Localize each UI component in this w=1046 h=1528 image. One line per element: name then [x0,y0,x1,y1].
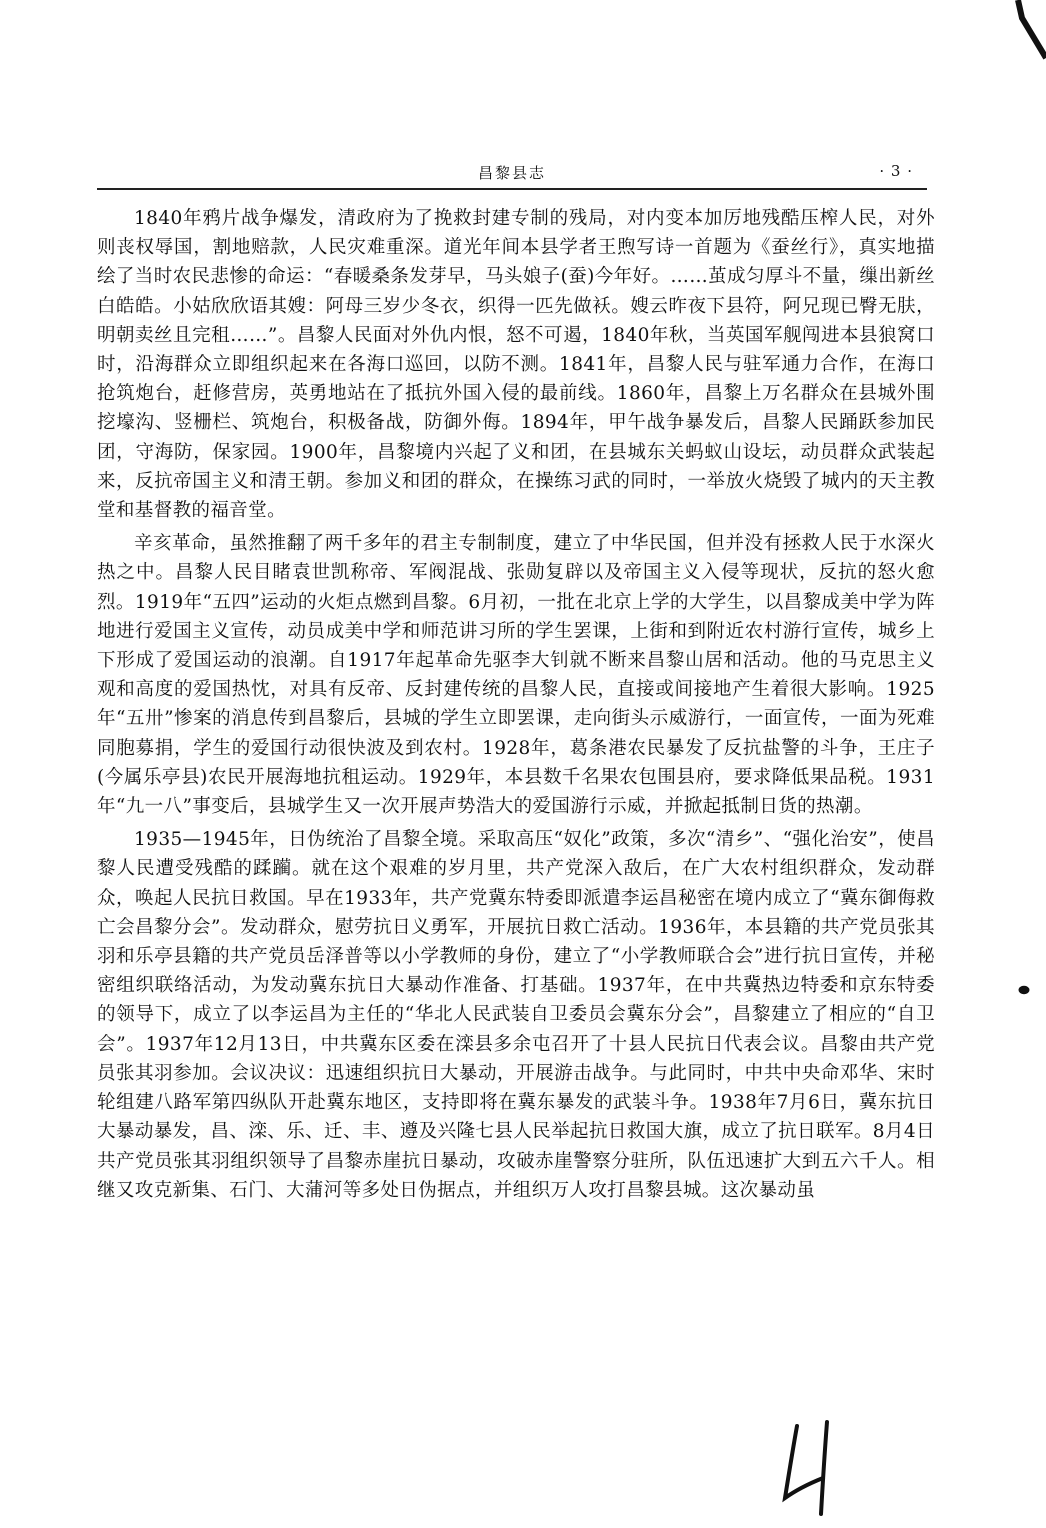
paragraph-3: 1935—1945年，日伪统治了昌黎全境。采取高压“奴化”政策，多次“清乡”、“强化治安”，使昌黎人民遭受残酷的蹂躏。就在这个艰难的岁月里，共产党深入敌后，在广大农村组织群众，发动群众，唤起人民抗日救国。早在1933年，共产党冀东特委即派遣李运昌秘密在境内成立了“冀东御侮救亡会昌黎分会”。发动群众，慰劳抗日义勇军，开展抗日救亡活动。1936年，本县籍的共产党员张其羽和乐亭县籍的共产党员岳泽普等以小学教师的身份，建立了“小学教师联合会”进行抗日宣传，并秘密组织联络活动，为发动冀东抗日大暴动作准备、打基础。1937年，在中共冀热边特委和京东特委的领导下，成立了以李运昌为主任的“华北人民武装自卫委员会冀东分会”，昌黎建立了相应的“自卫会”。1937年12月13日，中共冀东区委在滦县多余屯召开了十县人民抗日代表会议。昌黎由共产党员张其羽参加。会议决议：迅速组织抗日大暴动，开展游击战争。与此同时，中共中央命邓华、宋时轮组建八路军第四纵队开赴冀东地区，支持即将在冀东暴发的武装斗争。1938年7月6日，冀东抗日大暴动暴发，昌、滦、乐、迁、丰、遵及兴隆七县人民举起抗日救国大旗，成立了抗日联军。8月4日共产党员张其羽组织领导了昌黎赤崖抗日暴动，攻破赤崖警察分驻所，队伍迅速扩大到五六千人。相继又攻克新集、石门、大蒲河等多处日伪据点，并组织万人攻打昌黎县城。这次暴动虽 [97,829,935,1201]
running-title: 昌黎县志 [477,164,546,182]
page-header [97,160,927,190]
scan-ink-spot [1018,985,1030,995]
body-text [97,204,935,1205]
paragraph-2: 辛亥革命，虽然推翻了两千多年的君主专制制度，建立了中华民国，但并没有拯救人民于水深火热之中。昌黎人民目睹袁世凯称帝、军阀混战、张勋复辟以及帝国主义入侵等现状，反抗的怒火愈烈。1919年“五四”运动的火炬点燃到昌黎。6月初，一批在北京上学的大学生，以昌黎成美中学为阵地进行爱国主义宣传，动员成美中学和师范讲习所的学生罢课，上街和到附近农村游行宣传，城乡上下形成了爱国运动的浪潮。自1917年起革命先驱李大钊就不断来昌黎山居和活动。他的马克思主义观和高度的爱国热忱，对具有反帝、反封建传统的昌黎人民，直接或间接地产生着很大影响。1925年“五卅”惨案的消息传到昌黎后，县城的学生立即罢课，走向街头示威游行，一面宣传，一面为死难同胞募捐，学生的爱国行动很快波及到农村。1928年，葛条港农民暴发了反抗盐警的斗争，王庄子(今属乐亭县)农民开展海地抗租运动。1929年，本县数千名果农包围县府，要求降低果品税。1931年“九一八”事变后，县城学生又一次开展声势浩大的爱国游行示威，并掀起抵制日货的热潮。 [97,533,935,818]
scan-edge-mark [1006,0,1046,70]
handwritten-page-mark [775,1418,855,1518]
paragraph-1: 1840年鸦片战争爆发，清政府为了挽救封建专制的残局，对内变本加厉地残酷压榨人民，对外则丧权辱国，割地赔款，人民灾难重深。道光年间本县学者王煦写诗一首题为《蚕丝行》，真实地描绘了当时农民悲惨的命运：“春暖桑条发芽早，马头娘子(蚕)今年好。……茧成匀厚斗不量，缫出新丝白皓皓。小姑欣欣语其嫂：阿母三岁少冬衣，织得一匹先做袄。嫂云昨夜下县符，阿兄现已臀无肤，明朝卖丝且完租……”。昌黎人民面对外仇内恨，怒不可遏，1840年秋，当英国军舰闯进本县狼窝口时，沿海群众立即组织起来在各海口巡回，以防不测。1841年，昌黎人民与驻军通力合作，在海口抢筑炮台，赶修营房，英勇地站在了抵抗外国入侵的最前线。1860年，昌黎上万名群众在县城外围挖壕沟、竖栅栏、筑炮台，积极备战，防御外侮。1894年，甲午战争暴发后，昌黎人民踊跃参加民团，守海防，保家园。1900年，昌黎境内兴起了义和团，在县城东关蚂蚁山设坛，动员群众武装起来，反抗帝国主义和清王朝。参加义和团的群众，在操练习武的同时，一举放火烧毁了城内的天主教堂和基督教的福音堂。 [97,208,935,522]
page-number: · 3 · [879,162,913,180]
